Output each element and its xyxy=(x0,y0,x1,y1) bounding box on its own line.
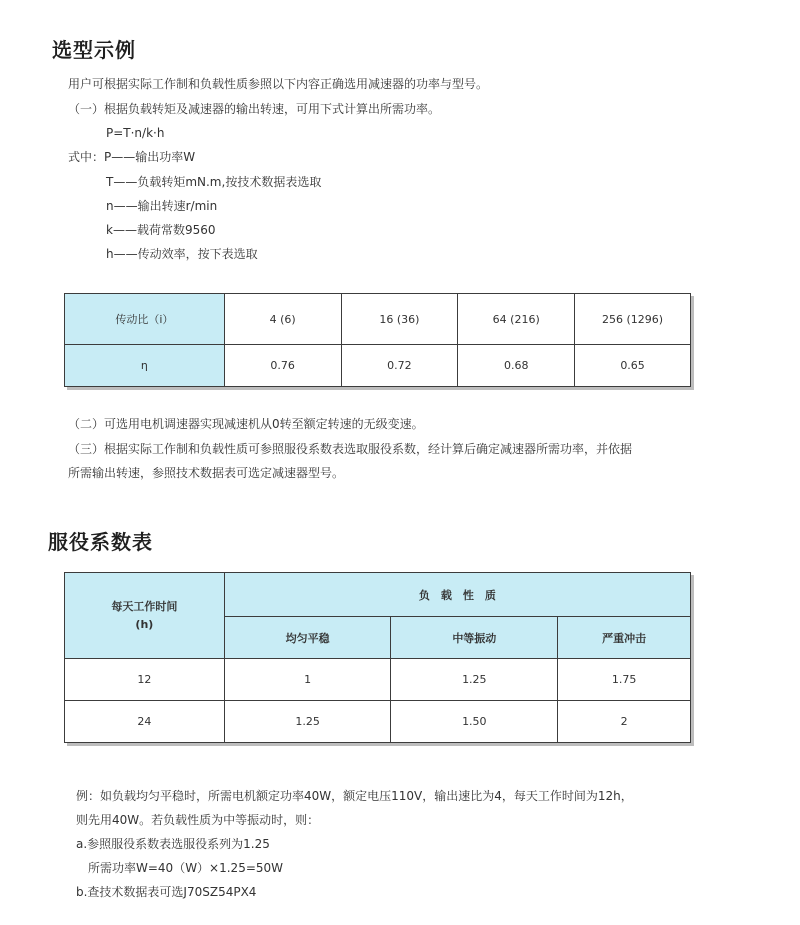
table-cell: 1 xyxy=(224,659,391,701)
example-line1: 例：如负载均匀平稳时，所需电机额定功率40W，额定电压110V，输出速比为4，每天工作时间为12h， xyxy=(76,789,633,803)
intro-text: 用户可根据实际工作制和负载性质参照以下内容正确选用减速器的功率与型号。 xyxy=(68,77,489,91)
table-row xyxy=(65,294,691,345)
hours-header-line1: 每天工作时间 xyxy=(111,599,178,613)
table-cell: 0.65 xyxy=(575,345,691,387)
table-cell: 16 (36) xyxy=(341,294,458,345)
example-line5: b.查技术数据表可选J70SZ54PX4 xyxy=(76,885,257,899)
table-cell: 4 (6) xyxy=(224,294,341,345)
power-formula: P=T·n/k·h xyxy=(106,126,165,140)
table-row xyxy=(65,701,691,743)
table-cell: 0.76 xyxy=(224,345,341,387)
step-two-text: （二）可选用电机调速器实现减速机从0转至额定转速的无级变速。 xyxy=(68,417,424,431)
hours-header-line2: (h) xyxy=(135,617,154,631)
step-one-text: （一）根据负载转矩及减速器的输出转速，可用下式计算出所需功率。 xyxy=(68,102,441,116)
table-row xyxy=(65,659,691,701)
table-row xyxy=(65,573,691,617)
example-line4: 所需功率W=40（W）×1.25=50W xyxy=(88,861,284,875)
step-three-text-line1: （三）根据实际工作制和负载性质可参照服役系数表选取服役系数，经计算后确定减速器所需功率，并依据 xyxy=(68,442,633,456)
definition-load-constant: k——载荷常数9560 xyxy=(106,223,216,237)
definition-efficiency: h——传动效率，按下表选取 xyxy=(106,247,258,261)
formula-where-label: 式中：P——输出功率W xyxy=(68,150,196,164)
definition-speed: n——输出转速r/min xyxy=(106,199,218,213)
selection-example-title: 选型示例 xyxy=(52,38,136,62)
efficiency-row-label: η xyxy=(65,345,225,387)
uniform-load-header: 均匀平稳 xyxy=(224,617,391,659)
example-line2: 则先用40W。若负载性质为中等振动时，则： xyxy=(76,813,320,827)
table-cell: 1.25 xyxy=(224,701,391,743)
medium-vibration-header: 中等振动 xyxy=(391,617,558,659)
table-row xyxy=(65,345,691,387)
ratio-row-label: 传动比（i） xyxy=(65,294,225,345)
table-cell: 1.25 xyxy=(391,659,558,701)
table-cell: 2 xyxy=(558,701,691,743)
heavy-shock-header: 严重冲击 xyxy=(558,617,691,659)
table-cell: 0.72 xyxy=(341,345,458,387)
service-factor-table xyxy=(64,572,691,743)
definition-torque: T——负载转矩mN.m,按技术数据表选取 xyxy=(106,175,322,189)
table-cell: 0.68 xyxy=(458,345,575,387)
table-cell: 1.50 xyxy=(391,701,558,743)
hours-column-header xyxy=(65,573,225,659)
table-cell: 1.75 xyxy=(558,659,691,701)
table-cell: 24 xyxy=(65,701,225,743)
load-nature-header: 负 载 性 质 xyxy=(224,573,690,617)
step-three-text-line2: 所需输出转速，参照技术数据表可选定减速器型号。 xyxy=(68,466,345,480)
service-factor-title: 服役系数表 xyxy=(48,530,153,554)
table-cell: 64 (216) xyxy=(458,294,575,345)
table-cell: 256 (1296) xyxy=(575,294,691,345)
example-line3: a.参照服役系数表选服役系列为1.25 xyxy=(76,837,270,851)
table-cell: 12 xyxy=(65,659,225,701)
efficiency-table xyxy=(64,293,691,387)
